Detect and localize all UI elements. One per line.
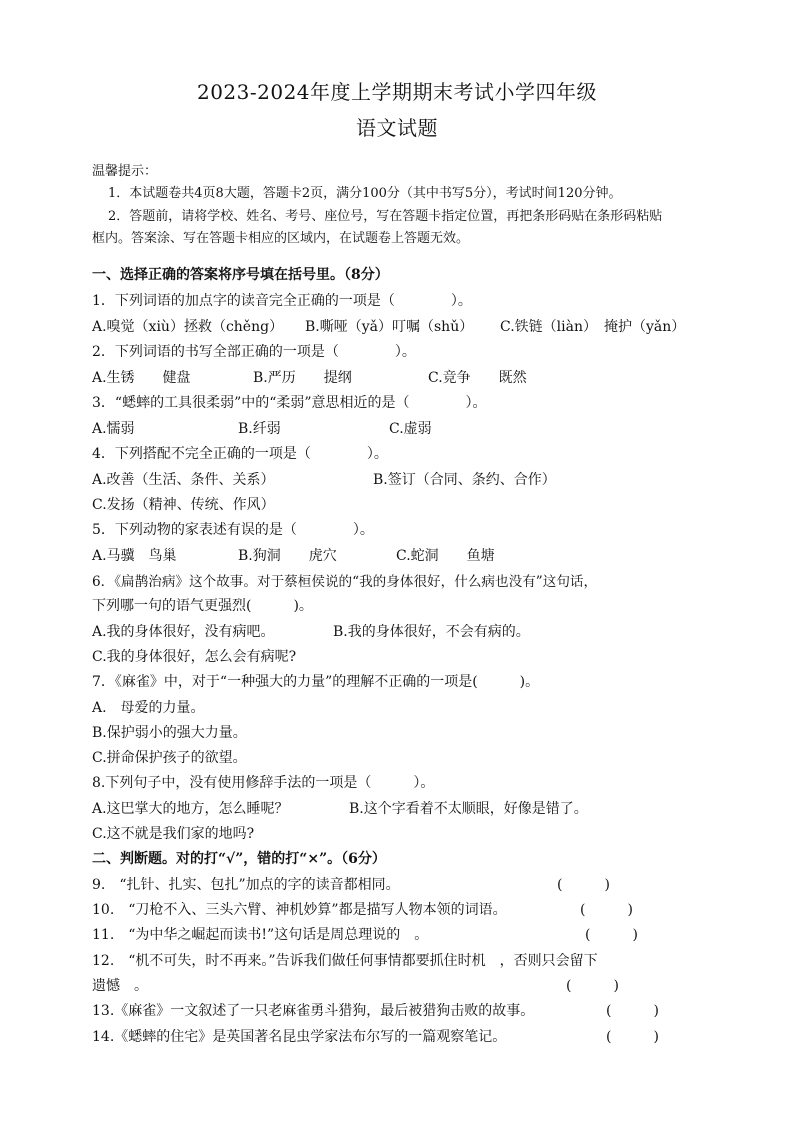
q14-answer-paren: ( ) (606, 1029, 659, 1045)
q1-stem: 1．下列词语的加点字的读音完全正确的一项是（ ）。 (92, 293, 472, 309)
q8-option-b: B.这个字看着不太顺眼，好像是错了。 (349, 801, 588, 817)
q9-text: 9. “扎针、扎实、包扎”加点的字的读音都相同。 (92, 877, 400, 893)
q6-stem-line2: 下列哪一句的语气更强烈( )。 (92, 598, 313, 614)
section1-heading: 一、选择正确的答案将序号填在括号里。（8分） (92, 267, 389, 283)
section2-heading: 二、判断题。对的打“√”，错的打“×”。（6分） (92, 851, 386, 867)
q7-stem: 7．《麻雀》中，对于“一种强大的力量”的理解不正确的一项是( )。 (92, 674, 540, 690)
q1-option-c: C.铁链（liàn） 掩护（yǎn） (500, 319, 686, 335)
notice-item-2b: 框内。答案涂、写在答题卡相应的区域内，在试题卷上答题无效。 (92, 231, 470, 246)
q7-option-b: B.保护弱小的强大力量。 (92, 725, 247, 741)
q3-option-c: C.虚弱 (389, 421, 432, 437)
q4-option-a: A.改善（生活、条件、关系） (92, 472, 275, 488)
q1-option-b: B.嘶哑（yǎ）叮嘱（shǔ） (305, 319, 474, 335)
q9-answer-paren: ( ) (557, 877, 610, 893)
q12-text-line1: 12. “机不可失，时不再来。”告诉我们做任何事情都要抓住时机 ，否则只会留下 (92, 953, 598, 969)
q7-option-a: A. 母爱的力量。 (92, 700, 205, 716)
q6-option-a: A.我的身体很好，没有病吧。 (92, 624, 275, 640)
q5-stem: 5．下列动物的家表述有误的是（ ）。 (92, 522, 374, 538)
q10-text: 10. “刀枪不入、三头六臂、神机妙算”都是描写人物本领的词语。 (92, 902, 507, 918)
q12-text-line2: 遗憾 。 (92, 978, 148, 994)
exam-title: 2023-2024年度上学期期末考试小学四年级 (196, 80, 598, 104)
q8-option-c: C.这不就是我们家的地吗? (92, 826, 255, 842)
q11-text: 11. “为中华之崛起而读书!”这句话是周总理说的 。 (92, 927, 429, 943)
notice-item-1: 1．本试题卷共4页8大题，答题卡2页，满分100分（其中书写5分），考试时间120分钟。 (108, 186, 622, 201)
notice-head: 温馨提示： (92, 164, 158, 179)
q5-option-b: B.狗洞 虎穴 (238, 548, 337, 564)
q4-option-b: B.签订（合同、条约、合作） (373, 472, 556, 488)
q1-option-a: A.嗅觉（xiù）拯救（chěng） (92, 319, 284, 335)
q14-text: 14.《蟋蟀的住宅》是英国著名昆虫学家法布尔写的一篇观察笔记。 (92, 1029, 507, 1045)
q3-stem: 3．“蟋蟀的工具很柔弱”中的“柔弱”意思相近的是（ ）。 (92, 395, 487, 411)
q7-option-c: C.拼命保护孩子的欲望。 (92, 750, 247, 766)
q5-option-c: C.蛇洞 鱼塘 (396, 548, 495, 564)
exam-subtitle: 语文试题 (356, 116, 438, 140)
q3-option-a: A.懦弱 (92, 421, 135, 437)
q2-option-c: C.竞争 既然 (428, 370, 527, 386)
q10-answer-paren: ( ) (580, 902, 633, 918)
q11-answer-paren: ( ) (585, 927, 638, 943)
q4-option-c: C.发扬（精神、传统、作风） (92, 497, 275, 513)
q6-option-b: B.我的身体很好，不会有病的。 (333, 624, 530, 640)
q3-option-b: B.纤弱 (238, 421, 281, 437)
q12-answer-paren: ( ) (566, 978, 619, 994)
q13-text: 13.《麻雀》一文叙述了一只老麻雀勇斗猎狗，最后被猎狗击败的故事。 (92, 1003, 535, 1019)
q2-option-b: B.严历 提纲 (253, 370, 352, 386)
q6-stem-line1: 6．《扁鹊治病》这个故事。对于蔡桓侯说的“我的身体很好，什么病也没有”这句话， (92, 574, 598, 590)
q13-answer-paren: ( ) (606, 1003, 659, 1019)
q2-stem: 2．下列词语的书写全部正确的一项是（ ）。 (92, 344, 416, 360)
q2-option-a: A.生锈 健盘 (92, 370, 191, 386)
q6-option-c: C.我的身体很好，怎么会有病呢? (92, 649, 297, 665)
q5-option-a: A.马骥 鸟巢 (92, 548, 177, 564)
q8-stem: 8.下列句子中，没有使用修辞手法的一项是（ ）。 (92, 775, 435, 791)
notice-item-2a: 2．答题前，请将学校、姓名、考号、座位号，写在答题卡指定位置，再把条形码贴在条形码粘贴 (108, 209, 663, 224)
q8-option-a: A.这巴掌大的地方，怎么睡呢？ (92, 801, 289, 817)
q4-stem: 4．下列搭配不完全正确的一项是（ ）。 (92, 446, 388, 462)
